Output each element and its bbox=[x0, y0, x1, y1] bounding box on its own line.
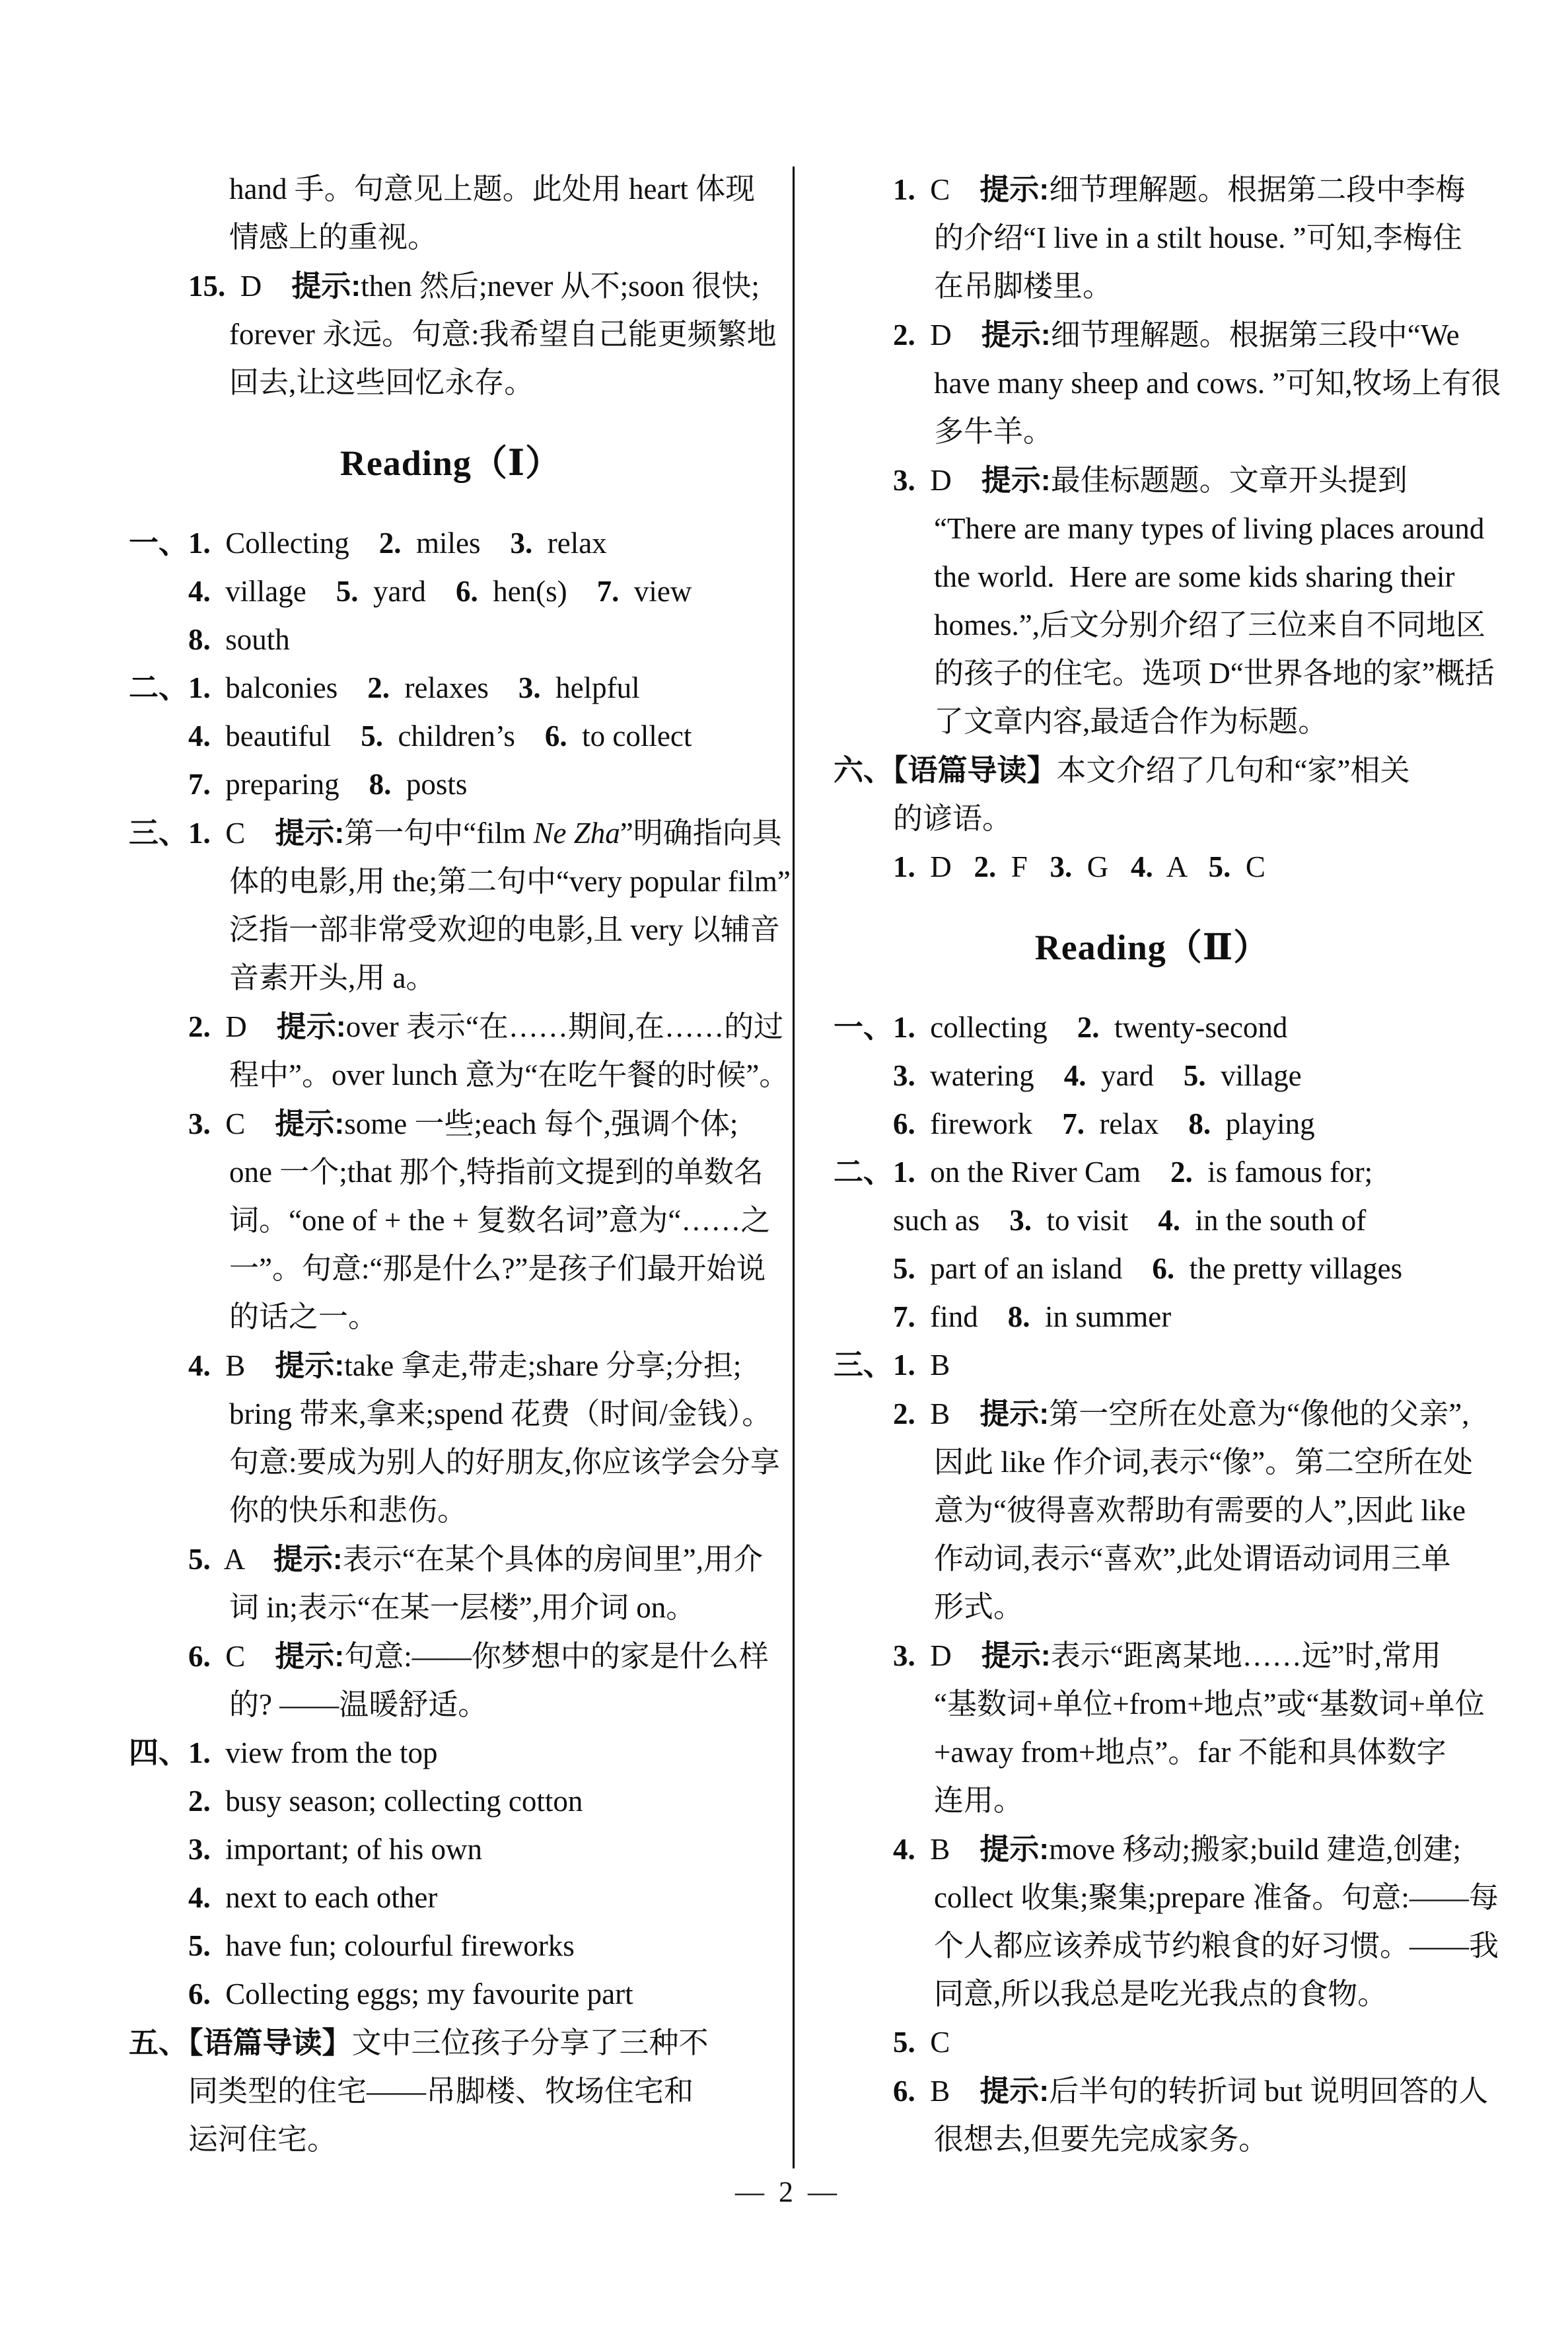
answer-line bbox=[129, 1002, 784, 1051]
item-number: 6. bbox=[1152, 1252, 1175, 1285]
answer-text: 你的快乐和悲伤。 bbox=[229, 1494, 468, 1527]
answer-line bbox=[834, 2116, 1471, 2164]
answer-text: find bbox=[915, 1300, 1008, 1333]
answer-text: D bbox=[915, 464, 981, 497]
answer-text: 作动词,表示“喜欢”,此处谓语动词用三单 bbox=[934, 1542, 1451, 1575]
answer-line bbox=[834, 1293, 1471, 1341]
answer-line bbox=[834, 843, 1471, 891]
page-number bbox=[0, 2175, 1568, 2209]
answer-text: such as bbox=[893, 1204, 1010, 1237]
answer-text: 同类型的住宅——吊脚楼、牧场住宅和 bbox=[188, 2075, 694, 2108]
item-number: 4. bbox=[893, 1833, 915, 1866]
answer-text: 表示“在某个具体的房间里”,用介 bbox=[342, 1543, 763, 1576]
answer-text: take 拿走,带走;share 分享;分担; bbox=[344, 1349, 742, 1382]
item-number: 6. bbox=[893, 2075, 915, 2108]
answer-line bbox=[129, 2116, 773, 2164]
item-number: 3. bbox=[1009, 1204, 1032, 1237]
answer-text: homes.”,后文分别介绍了三位来自不同地区 bbox=[934, 609, 1485, 642]
item-number: 2. bbox=[1077, 1011, 1100, 1044]
answer-line bbox=[834, 408, 1471, 456]
item-number: 三、 bbox=[129, 817, 189, 850]
answer-text: 多牛羊。 bbox=[934, 415, 1053, 448]
answer-line bbox=[834, 1922, 1499, 1970]
answer-line bbox=[129, 1487, 773, 1535]
answer-line bbox=[129, 2018, 773, 2067]
answer-text: 音素开头,用 a。 bbox=[229, 961, 436, 994]
item-number: 6. bbox=[893, 1107, 915, 1140]
answer-text: C bbox=[915, 2026, 950, 2059]
answer-line bbox=[834, 1389, 1471, 1438]
answer-line bbox=[129, 1632, 773, 1681]
answer-text: 因此 like 作介词,表示“像”。第二空所在处 bbox=[934, 1446, 1474, 1479]
hint-label: 【语篇导读】 bbox=[893, 753, 1057, 787]
item-number: 15. bbox=[188, 270, 226, 303]
item-number: 2. bbox=[1170, 1156, 1193, 1189]
italic-title: Ne Zha bbox=[533, 817, 620, 850]
answer-line bbox=[834, 1004, 1471, 1052]
item-number: 4. bbox=[188, 1349, 211, 1382]
answer-text: view from the top bbox=[210, 1736, 438, 1769]
answer-line bbox=[834, 1777, 1471, 1825]
item-number: 3. bbox=[518, 671, 541, 704]
answer-text: F bbox=[996, 850, 1050, 883]
item-number: 1. bbox=[893, 850, 915, 883]
answer-text: 体的电影,用 the;第二句中“very popular film” bbox=[229, 865, 791, 898]
answer-text: south bbox=[210, 623, 290, 656]
item-number: 1. bbox=[188, 671, 211, 704]
item-number: 8. bbox=[369, 768, 392, 801]
item-number: 一、 bbox=[834, 1011, 894, 1044]
answer-text: to collect bbox=[567, 720, 692, 753]
answer-text: over 表示“在……期间,在……的过 bbox=[345, 1010, 784, 1043]
answer-text: B bbox=[915, 1833, 980, 1866]
item-number: 7. bbox=[188, 768, 211, 801]
answer-text: part of an island bbox=[915, 1252, 1153, 1285]
item-number: 六、 bbox=[834, 754, 894, 787]
answer-text: C bbox=[210, 1640, 275, 1673]
answer-text: collecting bbox=[915, 1011, 1077, 1044]
item-number: 5. bbox=[336, 575, 359, 608]
answer-text: twenty-second bbox=[1099, 1011, 1288, 1044]
answer-line bbox=[834, 165, 1471, 214]
hint-label: 提示: bbox=[981, 1639, 1051, 1672]
item-number: 6. bbox=[455, 575, 478, 608]
left-column bbox=[129, 165, 791, 2164]
answer-line bbox=[129, 1681, 773, 1729]
answer-text: have fun; colourful fireworks bbox=[210, 1929, 575, 1962]
answer-line bbox=[129, 311, 777, 359]
answer-line bbox=[834, 1245, 1471, 1293]
answer-line bbox=[129, 1729, 773, 1777]
answer-text: forever 永远。句意:我希望自己能更频繁地 bbox=[229, 318, 777, 351]
answer-line bbox=[834, 649, 1495, 698]
item-number: 3. bbox=[893, 464, 915, 497]
answer-line bbox=[834, 456, 1471, 505]
answer-line bbox=[834, 1341, 1471, 1389]
item-number: 3. bbox=[188, 1107, 211, 1140]
answer-line bbox=[834, 1825, 1471, 1874]
answer-text: helpful bbox=[540, 671, 640, 704]
item-number: 1. bbox=[188, 1736, 211, 1769]
answer-text: 第一空所在处意为“像他的父亲”, bbox=[1049, 1397, 1470, 1430]
answer-text: 词。“one of + the + 复数名词”意为“……之 bbox=[229, 1204, 771, 1237]
answer-text: is famous for; bbox=[1192, 1156, 1373, 1189]
item-number: 1. bbox=[893, 1156, 915, 1189]
answer-text: have many sheep and cows. ”可知,牧场上有很 bbox=[934, 367, 1501, 400]
item-number: 4. bbox=[188, 575, 211, 608]
answer-text: some 一些;each 每个,强调个体; bbox=[344, 1107, 738, 1140]
answer-line bbox=[834, 262, 1471, 311]
answer-line bbox=[129, 1777, 773, 1826]
answer-text: 了文章内容,最适合作为标题。 bbox=[934, 705, 1328, 738]
answer-text: 最佳标题题。文章开头提到 bbox=[1050, 464, 1408, 497]
answer-text: C bbox=[210, 817, 275, 850]
answer-text: 程中”。over lunch 意为“在吃午餐的时候”。 bbox=[229, 1058, 789, 1091]
answer-line bbox=[834, 1631, 1471, 1680]
answer-text: next to each other bbox=[210, 1881, 438, 1914]
hint-label: 提示: bbox=[980, 1397, 1050, 1430]
answer-text: 回去,让这些回忆永存。 bbox=[229, 366, 534, 399]
answer-line bbox=[129, 213, 773, 262]
item-number: 5. bbox=[893, 1252, 915, 1285]
item-number: 6. bbox=[188, 1640, 211, 1673]
answer-line bbox=[834, 2067, 1489, 2116]
answer-text: busy season; collecting cotton bbox=[210, 1785, 583, 1818]
item-number: 4. bbox=[1063, 1059, 1087, 1092]
answer-line bbox=[129, 165, 773, 213]
answer-text: A bbox=[1153, 850, 1209, 883]
item-number: 6. bbox=[544, 720, 567, 753]
answer-line bbox=[129, 1197, 773, 1245]
item-number: 3. bbox=[188, 1833, 211, 1866]
item-number: 2. bbox=[367, 671, 390, 704]
answer-text: yard bbox=[358, 575, 456, 608]
item-number: 7. bbox=[893, 1300, 915, 1333]
answer-text: hand 手。句意见上题。此处用 heart 体现 bbox=[229, 172, 756, 205]
answer-text: important; of his own bbox=[210, 1833, 482, 1866]
answer-text: A bbox=[210, 1543, 273, 1576]
answer-line bbox=[129, 519, 773, 568]
answer-line bbox=[834, 2018, 1471, 2067]
answer-text: D bbox=[915, 1639, 981, 1672]
hint-label: 提示: bbox=[980, 1832, 1050, 1866]
item-number: 4. bbox=[188, 720, 211, 753]
answer-line bbox=[129, 1922, 773, 1970]
answer-line bbox=[834, 214, 1471, 262]
answer-text: 个人都应该养成节约粮食的好习惯。——我 bbox=[934, 1929, 1499, 1962]
section-heading: Reading（Ⅱ） bbox=[1034, 928, 1270, 967]
answer-text: view bbox=[619, 575, 692, 608]
hint-label: 提示: bbox=[275, 1107, 345, 1140]
answer-text: B bbox=[915, 1397, 980, 1430]
item-number: 7. bbox=[1062, 1107, 1085, 1140]
hint-label: 【语篇导读】 bbox=[188, 2026, 352, 2059]
answer-text: relaxes bbox=[389, 671, 518, 704]
answer-text: 本文介绍了几句和“家”相关 bbox=[1056, 754, 1410, 787]
item-number: 一、 bbox=[129, 527, 189, 560]
answer-text: 同意,所以我总是吃光我点的食物。 bbox=[934, 1977, 1388, 2011]
answer-line bbox=[129, 2067, 773, 2116]
answer-line bbox=[834, 505, 1485, 553]
answer-text: C bbox=[210, 1107, 275, 1140]
answer-line bbox=[129, 616, 773, 664]
answer-text: to visit bbox=[1031, 1204, 1158, 1237]
answer-text: balconies bbox=[210, 671, 368, 704]
answer-text: beautiful bbox=[210, 720, 361, 753]
item-number: 4. bbox=[1158, 1204, 1181, 1237]
item-number: 6. bbox=[188, 1977, 211, 2011]
answer-line bbox=[834, 1438, 1474, 1487]
answer-line bbox=[834, 1487, 1471, 1535]
answer-line bbox=[834, 601, 1485, 649]
answer-text: 第一句中“film bbox=[344, 817, 534, 850]
answer-text: D bbox=[915, 318, 981, 351]
answer-text: firework bbox=[915, 1107, 1063, 1140]
item-number: 五、 bbox=[129, 2026, 189, 2059]
answer-text: B bbox=[915, 2075, 980, 2108]
answer-text: 细节理解题。根据第三段中“We bbox=[1050, 318, 1460, 351]
answer-line bbox=[129, 1293, 773, 1341]
page-number-text: — 2 — bbox=[735, 2176, 837, 2208]
answer-line bbox=[834, 746, 1471, 795]
item-number: 2. bbox=[188, 1010, 211, 1043]
item-number: 5. bbox=[361, 720, 383, 753]
answer-text: D bbox=[210, 1010, 277, 1043]
item-number: 5. bbox=[1208, 850, 1231, 883]
answer-text: 情感上的重视。 bbox=[229, 221, 438, 254]
hint-label: 提示: bbox=[291, 269, 361, 303]
hint-label: 提示: bbox=[276, 1010, 346, 1043]
answer-text: watering bbox=[915, 1059, 1064, 1092]
item-number: 7. bbox=[596, 575, 620, 608]
hint-label: 提示: bbox=[275, 1348, 345, 1382]
answer-text: B bbox=[210, 1349, 275, 1382]
answer-line bbox=[129, 664, 773, 712]
answer-line bbox=[129, 1584, 773, 1632]
answer-text: B bbox=[915, 1348, 950, 1382]
item-number: 5. bbox=[1183, 1059, 1206, 1092]
answer-line bbox=[834, 1583, 1471, 1631]
item-number: 四、 bbox=[129, 1736, 189, 1769]
answer-line bbox=[129, 1438, 780, 1487]
answer-text: 的话之一。 bbox=[229, 1300, 378, 1333]
answer-line bbox=[129, 568, 773, 616]
section-heading: Reading（Ⅰ） bbox=[339, 443, 562, 483]
answer-text: 运河住宅。 bbox=[188, 2123, 338, 2156]
answer-text: 意为“彼得喜欢帮助有需要的人”,因此 like bbox=[934, 1494, 1466, 1527]
answer-line bbox=[129, 858, 791, 906]
answer-line bbox=[834, 1970, 1471, 2018]
answer-text: 文中三位孩子分享了三种不 bbox=[351, 2026, 709, 2059]
answer-line bbox=[129, 1874, 773, 1922]
item-number: 三、 bbox=[834, 1348, 894, 1382]
answer-text: 一”。句意:“那是什么?”是孩子们最开始说 bbox=[229, 1252, 766, 1285]
answer-line bbox=[129, 809, 782, 858]
answer-text: D bbox=[915, 850, 974, 883]
answer-text: hen(s) bbox=[478, 575, 597, 608]
answer-text: in the south of bbox=[1180, 1204, 1367, 1237]
item-number: 二、 bbox=[129, 671, 189, 704]
answer-line bbox=[129, 1099, 773, 1148]
item-number: 1. bbox=[893, 1011, 915, 1044]
answer-text: relax bbox=[532, 527, 607, 560]
answer-line bbox=[834, 1535, 1471, 1583]
item-number: 8. bbox=[1188, 1107, 1211, 1140]
answer-line bbox=[834, 1874, 1499, 1922]
answer-line bbox=[129, 712, 773, 760]
item-number: 4. bbox=[1131, 850, 1153, 883]
item-number: 4. bbox=[188, 1881, 211, 1914]
answer-line bbox=[834, 1148, 1471, 1197]
answer-text: 的? ——温暖舒适。 bbox=[229, 1688, 488, 1721]
answer-line bbox=[129, 1535, 773, 1584]
answer-text: “There are many types of living places around bbox=[934, 512, 1485, 545]
answer-line bbox=[834, 698, 1471, 746]
answer-line bbox=[129, 906, 780, 954]
item-number: 3. bbox=[1050, 850, 1073, 883]
answer-line bbox=[834, 311, 1471, 359]
answer-text: then 然后;never 从不;soon 很快; bbox=[361, 270, 760, 303]
item-number: 8. bbox=[1007, 1300, 1030, 1333]
answer-line bbox=[129, 262, 773, 311]
item-number: 1. bbox=[893, 173, 915, 206]
answer-text: 表示“距离某地……远”时,常用 bbox=[1050, 1639, 1441, 1672]
answer-line bbox=[834, 359, 1501, 408]
answer-text: G bbox=[1072, 850, 1131, 883]
answer-text: Collecting bbox=[210, 527, 379, 560]
item-number: 2. bbox=[893, 1397, 915, 1430]
answer-text: in summer bbox=[1030, 1300, 1172, 1333]
item-number: 2. bbox=[893, 318, 915, 351]
answer-text: village bbox=[210, 575, 336, 608]
answer-text: +away from+地点”。far 不能和具体数字 bbox=[934, 1736, 1446, 1769]
answer-text: 形式。 bbox=[934, 1590, 1024, 1623]
item-number: 8. bbox=[188, 623, 211, 656]
answer-text: “基数词+单位+from+地点”或“基数词+单位 bbox=[934, 1687, 1485, 1720]
hint-label: 提示: bbox=[275, 1639, 345, 1673]
answer-text: 细节理解题。根据第二段中李梅 bbox=[1049, 173, 1466, 206]
item-number: 1. bbox=[188, 817, 211, 850]
answer-text: miles bbox=[401, 527, 511, 560]
answer-text: move 移动;搬家;build 建造,创建; bbox=[1049, 1833, 1462, 1866]
answer-line bbox=[834, 795, 1471, 843]
answer-line bbox=[129, 1245, 773, 1293]
answer-text: 在吊脚楼里。 bbox=[934, 270, 1113, 303]
answer-line bbox=[129, 1826, 773, 1874]
answer-text: 的谚语。 bbox=[893, 802, 1013, 835]
item-number: 3. bbox=[893, 1639, 915, 1672]
answer-text: relax bbox=[1084, 1107, 1189, 1140]
item-number: 1. bbox=[893, 1348, 915, 1382]
answer-text: 句意:——你梦想中的家是什么样 bbox=[344, 1640, 769, 1673]
answer-text: the pretty villages bbox=[1174, 1252, 1403, 1285]
answer-text: playing bbox=[1211, 1107, 1315, 1140]
hint-label: 提示: bbox=[273, 1542, 343, 1576]
answer-line bbox=[129, 359, 773, 407]
answer-line bbox=[129, 1390, 773, 1438]
item-number: 5. bbox=[893, 2026, 915, 2059]
item-number: 2. bbox=[378, 527, 402, 560]
item-number: 5. bbox=[188, 1929, 211, 1962]
hint-label: 提示: bbox=[981, 318, 1051, 351]
answer-line bbox=[834, 1680, 1485, 1728]
answer-line bbox=[129, 1970, 773, 2018]
answer-text: 词 in;表示“在某一层楼”,用介词 on。 bbox=[229, 1591, 696, 1624]
answer-text: one 一个;that 那个,特指前文提到的单数名 bbox=[229, 1156, 764, 1189]
item-number: 二、 bbox=[834, 1156, 894, 1189]
answer-line bbox=[129, 1341, 773, 1390]
answer-text: D bbox=[225, 270, 292, 303]
answer-text: posts bbox=[391, 768, 468, 801]
answer-text: collect 收集;聚集;prepare 准备。句意:——每 bbox=[934, 1881, 1499, 1914]
answer-line bbox=[129, 1051, 789, 1099]
answer-text: C bbox=[1230, 850, 1265, 883]
answer-line bbox=[834, 1052, 1471, 1100]
hint-label: 提示: bbox=[981, 463, 1051, 497]
answer-line bbox=[834, 553, 1471, 601]
answer-text: preparing bbox=[210, 768, 369, 801]
item-number: 2. bbox=[974, 850, 997, 883]
item-number: 3. bbox=[510, 527, 533, 560]
item-number: 1. bbox=[188, 527, 211, 560]
answer-text: bring 带来,拿来;spend 花费（时间/金钱）。 bbox=[229, 1397, 772, 1430]
hint-label: 提示: bbox=[275, 816, 345, 850]
answer-text: 连用。 bbox=[934, 1784, 1024, 1817]
answer-line bbox=[834, 1100, 1471, 1148]
item-number: 3. bbox=[893, 1059, 915, 1092]
hint-label: 提示: bbox=[980, 2074, 1050, 2108]
item-number: 2. bbox=[188, 1785, 211, 1818]
answer-text: on the River Cam bbox=[915, 1156, 1170, 1189]
answer-text: C bbox=[915, 173, 980, 206]
answer-text: village bbox=[1205, 1059, 1302, 1092]
answer-text: ”明确指向具 bbox=[620, 817, 782, 850]
answer-text: 后半句的转折词 but 说明回答的人 bbox=[1049, 2075, 1489, 2108]
answer-text: Collecting eggs; my favourite part bbox=[210, 1977, 633, 2011]
item-number: 5. bbox=[188, 1543, 211, 1576]
answer-line bbox=[129, 1148, 773, 1197]
answer-text: 句意:要成为别人的好朋友,你应该学会分享 bbox=[229, 1446, 780, 1479]
hint-label: 提示: bbox=[980, 172, 1050, 206]
answer-text: 的孩子的住宅。选项 D“世界各地的家”概括 bbox=[934, 657, 1495, 690]
answer-text: children’s bbox=[382, 720, 545, 753]
answer-line bbox=[834, 1197, 1471, 1245]
answer-text: yard bbox=[1086, 1059, 1184, 1092]
answer-text: 的介绍“I live in a stilt house. ”可知,李梅住 bbox=[934, 221, 1462, 254]
answer-line bbox=[129, 954, 773, 1002]
answer-line bbox=[129, 760, 773, 809]
column-divider bbox=[793, 166, 795, 2168]
answer-line bbox=[834, 1728, 1471, 1777]
right-column bbox=[834, 165, 1501, 2164]
answer-text: the world. Here are some kids sharing their bbox=[934, 560, 1455, 593]
answer-text: 泛指一部非常受欢迎的电影,且 very 以辅音 bbox=[229, 913, 780, 946]
answer-text: 很想去,但要先完成家务。 bbox=[934, 2123, 1269, 2156]
